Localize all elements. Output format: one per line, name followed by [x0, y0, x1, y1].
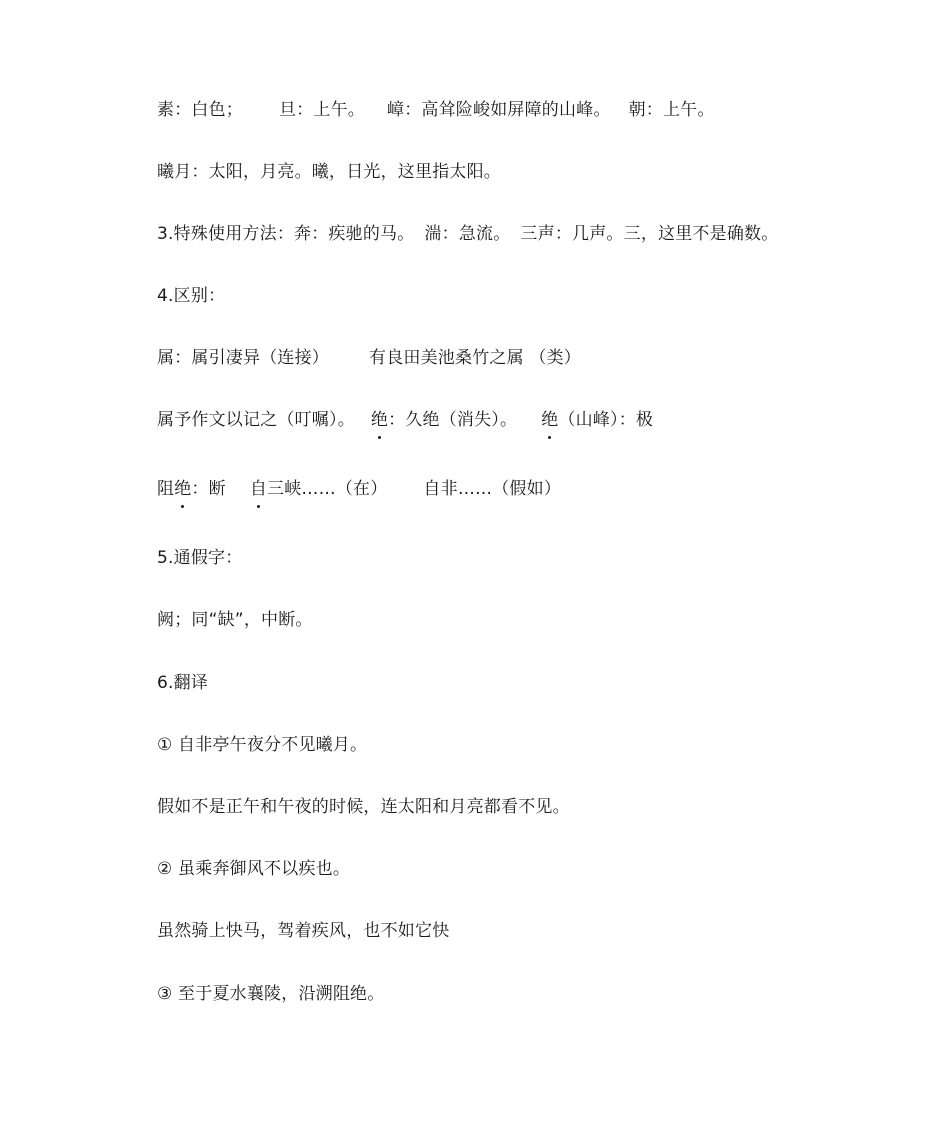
heading-text: 4.区别： [157, 286, 226, 306]
section-heading-tongjia [157, 546, 242, 570]
vocab-xiyue: 曦月：太阳，月亮。曦，日光，这里指太阳。 [157, 162, 501, 182]
vocab-su: 素：白色； [157, 100, 243, 120]
source-sentence: ② 虽乘奔御风不以疾也。 [157, 859, 351, 879]
emphasis-char: 自 [249, 479, 268, 499]
tongjia-que: 阙；同“缺”，中断。 [157, 610, 313, 630]
distinction-zujue-text: ：断 [191, 479, 226, 499]
vocab-line-2 [157, 160, 501, 184]
distinction-jue-vanish-text: ：久绝（消失）。 [388, 410, 518, 430]
distinction-zujue [157, 477, 226, 501]
translated-sentence: 假如不是正午和午夜的时候，连太阳和月亮都看不见。 [157, 797, 570, 817]
distinction-zi-if: 自非……（假如） [423, 479, 562, 499]
distinction-jue-vanish [371, 408, 517, 432]
distinction-zhu-exhort: 属予作文以记之（叮嘱）。 [157, 410, 355, 430]
translation-target-1 [157, 795, 570, 819]
distinction-jue-peak [541, 408, 653, 432]
vocab-zhang: 嶂：高耸险峻如屏障的山峰。 [387, 100, 611, 120]
distinction-zi-at [250, 477, 388, 501]
heading-text: 5.通假字： [157, 548, 243, 568]
translation-source-3 [157, 982, 384, 1006]
emphasis-char: 绝 [541, 410, 559, 430]
special-usage-sansheng: 三声：几声。三，这里不是确数。 [520, 224, 779, 244]
heading-text: 6.翻译 [157, 673, 209, 693]
distinction-zi-at-text: 三峡……（在） [267, 479, 388, 499]
distinction-line-1 [157, 346, 581, 370]
distinction-line-3 [157, 477, 561, 501]
emphasis-char: 绝 [174, 479, 192, 499]
distinction-zujue-prefix: 阻 [157, 479, 175, 499]
translation-source-1 [157, 733, 367, 757]
vocab-line-1 [157, 98, 715, 122]
special-usage-ben: 3.特殊使用方法：奔：疾驰的马。 [157, 224, 415, 244]
translation-source-2 [157, 857, 350, 881]
emphasis-char: 绝 [370, 410, 389, 430]
distinction-jue-peak-text: （山峰）：极 [558, 410, 654, 430]
source-sentence: ③ 至于夏水襄陵，沿溯阻绝。 [157, 984, 385, 1004]
vocab-dan: 旦：上午。 [279, 100, 365, 120]
distinction-line-2 [157, 408, 653, 432]
translated-sentence: 虽然骑上快马，驾着疾风，也不如它快 [157, 921, 450, 941]
special-usage-line [157, 222, 778, 246]
section-heading-distinction [157, 284, 225, 308]
source-sentence: ① 自非亭午夜分不见曦月。 [157, 735, 368, 755]
distinction-shu-connect: 属：属引凄异（连接） [157, 348, 329, 368]
tongjia-line [157, 608, 313, 632]
translation-target-2 [157, 919, 449, 943]
section-heading-translation [157, 671, 208, 695]
special-usage-tuan: 湍：急流。 [424, 224, 511, 244]
vocab-zhao: 朝：上午。 [628, 100, 715, 120]
distinction-shu-category: 有良田美池桑竹之属 （类） [369, 348, 582, 368]
